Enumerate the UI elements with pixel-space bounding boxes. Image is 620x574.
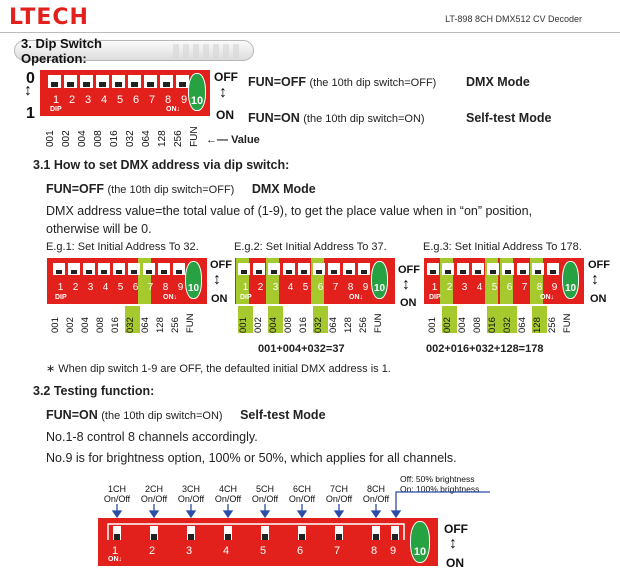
fun-off: FUN=OFF bbox=[46, 182, 104, 196]
fun-on-desc: (the 10th dip switch=ON) bbox=[101, 410, 223, 422]
value-label: 008 bbox=[472, 317, 483, 333]
switch-number: 5 bbox=[491, 282, 498, 293]
value-pointer: ←— Value bbox=[206, 134, 260, 146]
dip-switch-example-3 bbox=[424, 258, 584, 304]
dip-label: DIP bbox=[240, 294, 252, 301]
fun-on-line bbox=[46, 408, 326, 422]
dip-switch-test bbox=[98, 518, 438, 566]
fun-off-desc: (the 10th dip switch=OFF) bbox=[309, 77, 437, 89]
toggle bbox=[328, 263, 340, 275]
dmx-mode-label: DMX Mode bbox=[251, 182, 316, 196]
toggle bbox=[160, 75, 173, 88]
off-label: OFF bbox=[398, 264, 420, 276]
toggle bbox=[427, 263, 439, 275]
value-label: FUN bbox=[373, 313, 384, 333]
toggle bbox=[144, 75, 157, 88]
value-label: 008 bbox=[95, 317, 106, 333]
onoff-label: On/Off bbox=[325, 494, 353, 504]
brightness-option-line: No.9 is for brightness option, 100% or 50%, which applies for all channels. bbox=[46, 451, 457, 465]
toggle bbox=[472, 263, 484, 275]
off-label: OFF bbox=[444, 522, 468, 536]
value-label: 004 bbox=[268, 306, 283, 333]
value-label: 008 bbox=[93, 130, 104, 147]
example-3-sum: 002+016+032+128=178 bbox=[426, 343, 544, 355]
header-divider bbox=[0, 32, 620, 33]
switch-number: 8 bbox=[371, 545, 378, 557]
switch-number: 6 bbox=[506, 282, 513, 293]
channel-name: 2CH bbox=[144, 484, 163, 494]
on-label: ON bbox=[216, 108, 234, 122]
toggle bbox=[517, 263, 529, 275]
bit-zero-label: 0 bbox=[26, 70, 35, 87]
switch-number: 7 bbox=[334, 545, 341, 557]
updown-arrow-icon: ↕ bbox=[213, 271, 221, 288]
toggle bbox=[268, 263, 280, 275]
switch-number: 7 bbox=[148, 94, 156, 106]
dip-label: DIP bbox=[50, 106, 62, 113]
example-3-title: E.g.3: Set Initial Address To 178. bbox=[423, 241, 582, 253]
switch-number: 9 bbox=[177, 282, 184, 293]
value-label: FUN bbox=[562, 313, 573, 333]
on-direction-label: ON↓ bbox=[349, 294, 363, 301]
switch-numbers bbox=[53, 282, 188, 293]
value-label: 128 bbox=[343, 317, 354, 333]
value-label: 064 bbox=[328, 317, 339, 333]
toggle bbox=[96, 75, 109, 88]
dip-label: DIP bbox=[429, 294, 441, 301]
value-label: 128 bbox=[157, 130, 168, 147]
value-label: 016 bbox=[110, 317, 121, 333]
value-label: FUN bbox=[185, 313, 196, 333]
switch-number: 7 bbox=[332, 282, 339, 293]
toggle bbox=[502, 263, 514, 275]
section-3-2-title: 3.2 Testing function: bbox=[33, 384, 155, 398]
on-direction-label: ON↓ bbox=[108, 556, 122, 563]
value-label: 002 bbox=[442, 306, 457, 333]
onoff-label: On/Off bbox=[251, 494, 279, 504]
switch-number: 3 bbox=[84, 94, 92, 106]
toggle bbox=[224, 526, 232, 540]
switch-number: 2 bbox=[257, 282, 264, 293]
value-label: 001 bbox=[45, 130, 56, 147]
toggle bbox=[372, 526, 380, 540]
channel-name: 3CH bbox=[181, 484, 200, 494]
toggle bbox=[335, 526, 343, 540]
dip-switch-example-1 bbox=[47, 258, 207, 304]
off-label: OFF bbox=[214, 70, 238, 84]
onoff-label: On/Off bbox=[288, 494, 316, 504]
off-label: OFF bbox=[210, 259, 232, 271]
channel-name: 5CH bbox=[255, 484, 274, 494]
value-label: 064 bbox=[141, 130, 152, 147]
updown-arrow-icon: ↕ bbox=[24, 82, 32, 99]
switch-number: 3 bbox=[461, 282, 468, 293]
toggle bbox=[98, 263, 110, 275]
toggle bbox=[173, 263, 185, 275]
switch-toggles bbox=[238, 263, 370, 275]
value-caption: Value bbox=[231, 134, 260, 146]
toggle bbox=[261, 526, 269, 540]
toggle bbox=[128, 75, 141, 88]
value-labels bbox=[50, 306, 200, 333]
value-label: 256 bbox=[170, 317, 181, 333]
value-label: 002 bbox=[65, 317, 76, 333]
switch-number: 8 bbox=[536, 282, 543, 293]
value-label: 004 bbox=[80, 317, 91, 333]
toggle bbox=[313, 263, 325, 275]
updown-arrow-icon: ↕ bbox=[402, 276, 410, 293]
switch-number: 2 bbox=[446, 282, 453, 293]
switch-number: 1 bbox=[112, 545, 119, 557]
updown-arrow-icon: ↕ bbox=[219, 84, 227, 101]
channel-name: 4CH bbox=[218, 484, 237, 494]
switch-numbers bbox=[427, 282, 562, 293]
value-label: 001 bbox=[427, 317, 438, 333]
toggle bbox=[176, 75, 189, 88]
self-test-mode-label: Self-test Mode bbox=[240, 408, 326, 422]
brightness-off: Off: 50% brightness bbox=[400, 474, 475, 484]
toggle bbox=[128, 263, 140, 275]
toggle bbox=[457, 263, 469, 275]
toggle bbox=[68, 263, 80, 275]
channel-name: 1CH bbox=[107, 484, 126, 494]
dip-label: DIP bbox=[55, 294, 67, 301]
switch-number: 1 bbox=[431, 282, 438, 293]
off-label: OFF bbox=[588, 259, 610, 271]
on-direction-label: ON↓ bbox=[540, 294, 554, 301]
value-label: 032 bbox=[125, 306, 140, 333]
fun-switch-10: 10 bbox=[371, 261, 388, 299]
ltech-logo: LTECH bbox=[9, 5, 89, 30]
example-2-title: E.g.2: Set Initial Address To 37. bbox=[234, 241, 387, 253]
toggle bbox=[358, 263, 370, 275]
value-label: 032 bbox=[313, 306, 328, 333]
switch-number: 1 bbox=[57, 282, 64, 293]
switch-number: 5 bbox=[117, 282, 124, 293]
toggle bbox=[547, 263, 559, 275]
switch-numbers bbox=[238, 282, 373, 293]
switch-toggles bbox=[427, 263, 559, 275]
value-label: 256 bbox=[358, 317, 369, 333]
toggle bbox=[150, 526, 158, 540]
toggle bbox=[64, 75, 77, 88]
model-title: LT-898 8CH DMX512 CV Decoder bbox=[445, 14, 582, 24]
value-label: 016 bbox=[298, 317, 309, 333]
switch-number: 6 bbox=[132, 94, 140, 106]
on-label: ON bbox=[590, 293, 607, 305]
switch-number: 5 bbox=[260, 545, 267, 557]
value-labels bbox=[45, 119, 205, 147]
toggle bbox=[487, 263, 499, 275]
dip-switch-example-2 bbox=[235, 258, 395, 304]
switch-number: 1 bbox=[242, 282, 249, 293]
dmx-mode-label: DMX Mode bbox=[466, 75, 530, 89]
channel-name: 8CH bbox=[366, 484, 385, 494]
switch-number: 3 bbox=[272, 282, 279, 293]
toggle bbox=[253, 263, 265, 275]
value-label: 001 bbox=[238, 306, 253, 333]
value-label: 032 bbox=[502, 306, 517, 333]
heading-decoration bbox=[173, 44, 241, 58]
fun-switch-10: 10 bbox=[188, 73, 206, 111]
switch-number: 3 bbox=[87, 282, 94, 293]
value-label: 016 bbox=[487, 306, 502, 333]
on-label: ON bbox=[400, 297, 417, 309]
switch-number: 6 bbox=[297, 545, 304, 557]
fun-on-desc: (the 10th dip switch=ON) bbox=[303, 113, 425, 125]
value-label: 128 bbox=[532, 306, 547, 333]
on-direction-label: ON↓ bbox=[166, 106, 180, 113]
switch-number: 4 bbox=[102, 282, 109, 293]
updown-arrow-icon: ↕ bbox=[591, 271, 599, 288]
switch-number: 6 bbox=[317, 282, 324, 293]
section-3-1-title: 3.1 How to set DMX address via dip switch: bbox=[33, 158, 290, 172]
dip-switch-main bbox=[40, 70, 210, 116]
toggle bbox=[48, 75, 61, 88]
channel-control-line: No.1-8 control 8 channels accordingly. bbox=[46, 430, 258, 444]
switch-number: 1 bbox=[52, 94, 60, 106]
switch-number: 3 bbox=[186, 545, 193, 557]
switch-number: 8 bbox=[347, 282, 354, 293]
mode-line-on bbox=[248, 111, 425, 125]
switch-number: 2 bbox=[149, 545, 156, 557]
value-label: 032 bbox=[125, 130, 136, 147]
onoff-label: On/Off bbox=[140, 494, 168, 504]
toggle bbox=[53, 263, 65, 275]
fun-off: FUN=OFF bbox=[248, 75, 306, 89]
switch-number: 8 bbox=[162, 282, 169, 293]
toggle bbox=[113, 526, 121, 540]
switch-number: 4 bbox=[476, 282, 483, 293]
channel-arrows bbox=[0, 480, 620, 520]
toggle bbox=[532, 263, 544, 275]
value-label: 064 bbox=[140, 317, 151, 333]
section-3-heading bbox=[14, 35, 254, 66]
toggle bbox=[238, 263, 250, 275]
onoff-label: On/Off bbox=[362, 494, 390, 504]
value-label: 002 bbox=[253, 317, 264, 333]
switch-number: 5 bbox=[302, 282, 309, 293]
toggle bbox=[112, 75, 125, 88]
value-labels bbox=[238, 306, 388, 333]
brightness-on: On: 100% brightness bbox=[400, 484, 480, 494]
toggle bbox=[113, 263, 125, 275]
toggle bbox=[298, 263, 310, 275]
toggle bbox=[83, 263, 95, 275]
value-label: 002 bbox=[61, 130, 72, 147]
bit-one-label: 1 bbox=[26, 105, 35, 122]
switch-toggles bbox=[53, 263, 185, 275]
switch-number: 9 bbox=[551, 282, 558, 293]
mode-line-off bbox=[248, 75, 436, 89]
switch-number: 8 bbox=[164, 94, 172, 106]
fun-off-line bbox=[46, 182, 316, 196]
value-label: 008 bbox=[283, 317, 294, 333]
value-label: 128 bbox=[155, 317, 166, 333]
switch-number: 6 bbox=[132, 282, 139, 293]
switch-number: 9 bbox=[180, 94, 188, 106]
toggle bbox=[158, 263, 170, 275]
channel-name: 6CH bbox=[292, 484, 311, 494]
value-label: 004 bbox=[457, 317, 468, 333]
value-label: 256 bbox=[173, 130, 184, 147]
value-label: 004 bbox=[77, 130, 88, 147]
switch-number: 2 bbox=[68, 94, 76, 106]
fun-off-desc: (the 10th dip switch=OFF) bbox=[107, 184, 235, 196]
value-label: 256 bbox=[547, 317, 558, 333]
fun-on: FUN=ON bbox=[248, 111, 300, 125]
toggle bbox=[143, 263, 155, 275]
switch-number: 9 bbox=[390, 545, 397, 557]
toggle bbox=[298, 526, 306, 540]
switch-number: 4 bbox=[100, 94, 108, 106]
switch-number: 5 bbox=[116, 94, 124, 106]
example-2-sum: 001+004+032=37 bbox=[258, 343, 345, 355]
updown-arrow-icon: ↕ bbox=[449, 535, 457, 552]
switch-number: 4 bbox=[287, 282, 294, 293]
onoff-label: On/Off bbox=[177, 494, 205, 504]
value-labels bbox=[427, 306, 577, 333]
value-label: 016 bbox=[109, 130, 120, 147]
on-label: ON bbox=[446, 556, 464, 570]
toggle bbox=[283, 263, 295, 275]
switch-number: 4 bbox=[223, 545, 230, 557]
fun-switch-10: 10 bbox=[185, 261, 202, 299]
switch-toggles bbox=[48, 75, 189, 88]
section-3-title: 3. Dip Switch Operation: bbox=[21, 35, 102, 66]
desc-line-1: DMX address value=the total value of (1-9), to get the place value when in “on” position, bbox=[46, 204, 533, 218]
switch-numbers bbox=[48, 94, 192, 106]
toggle bbox=[391, 526, 399, 540]
toggle bbox=[80, 75, 93, 88]
on-label: ON bbox=[211, 293, 228, 305]
example-1-title: E.g.1: Set Initial Address To 32. bbox=[46, 241, 199, 253]
value-label: FUN bbox=[189, 126, 200, 147]
desc-line-2: otherwise will be 0. bbox=[46, 222, 152, 236]
toggle bbox=[442, 263, 454, 275]
toggle bbox=[343, 263, 355, 275]
switch-number: 9 bbox=[362, 282, 369, 293]
default-address-note: ∗ When dip switch 1-9 are OFF, the defaulted initial DMX address is 1. bbox=[46, 363, 391, 375]
onoff-label: On/Off bbox=[103, 494, 131, 504]
value-label: 001 bbox=[50, 317, 61, 333]
switch-number: 7 bbox=[521, 282, 528, 293]
self-test-mode-label: Self-test Mode bbox=[466, 111, 552, 125]
value-label: 064 bbox=[517, 317, 528, 333]
fun-switch-10: 10 bbox=[562, 261, 579, 299]
fun-switch-10: 10 bbox=[410, 521, 430, 563]
fun-on: FUN=ON bbox=[46, 408, 98, 422]
onoff-label: On/Off bbox=[214, 494, 242, 504]
toggle bbox=[187, 526, 195, 540]
on-direction-label: ON↓ bbox=[163, 294, 177, 301]
switch-number: 7 bbox=[147, 282, 154, 293]
channel-name: 7CH bbox=[329, 484, 348, 494]
switch-number: 2 bbox=[72, 282, 79, 293]
